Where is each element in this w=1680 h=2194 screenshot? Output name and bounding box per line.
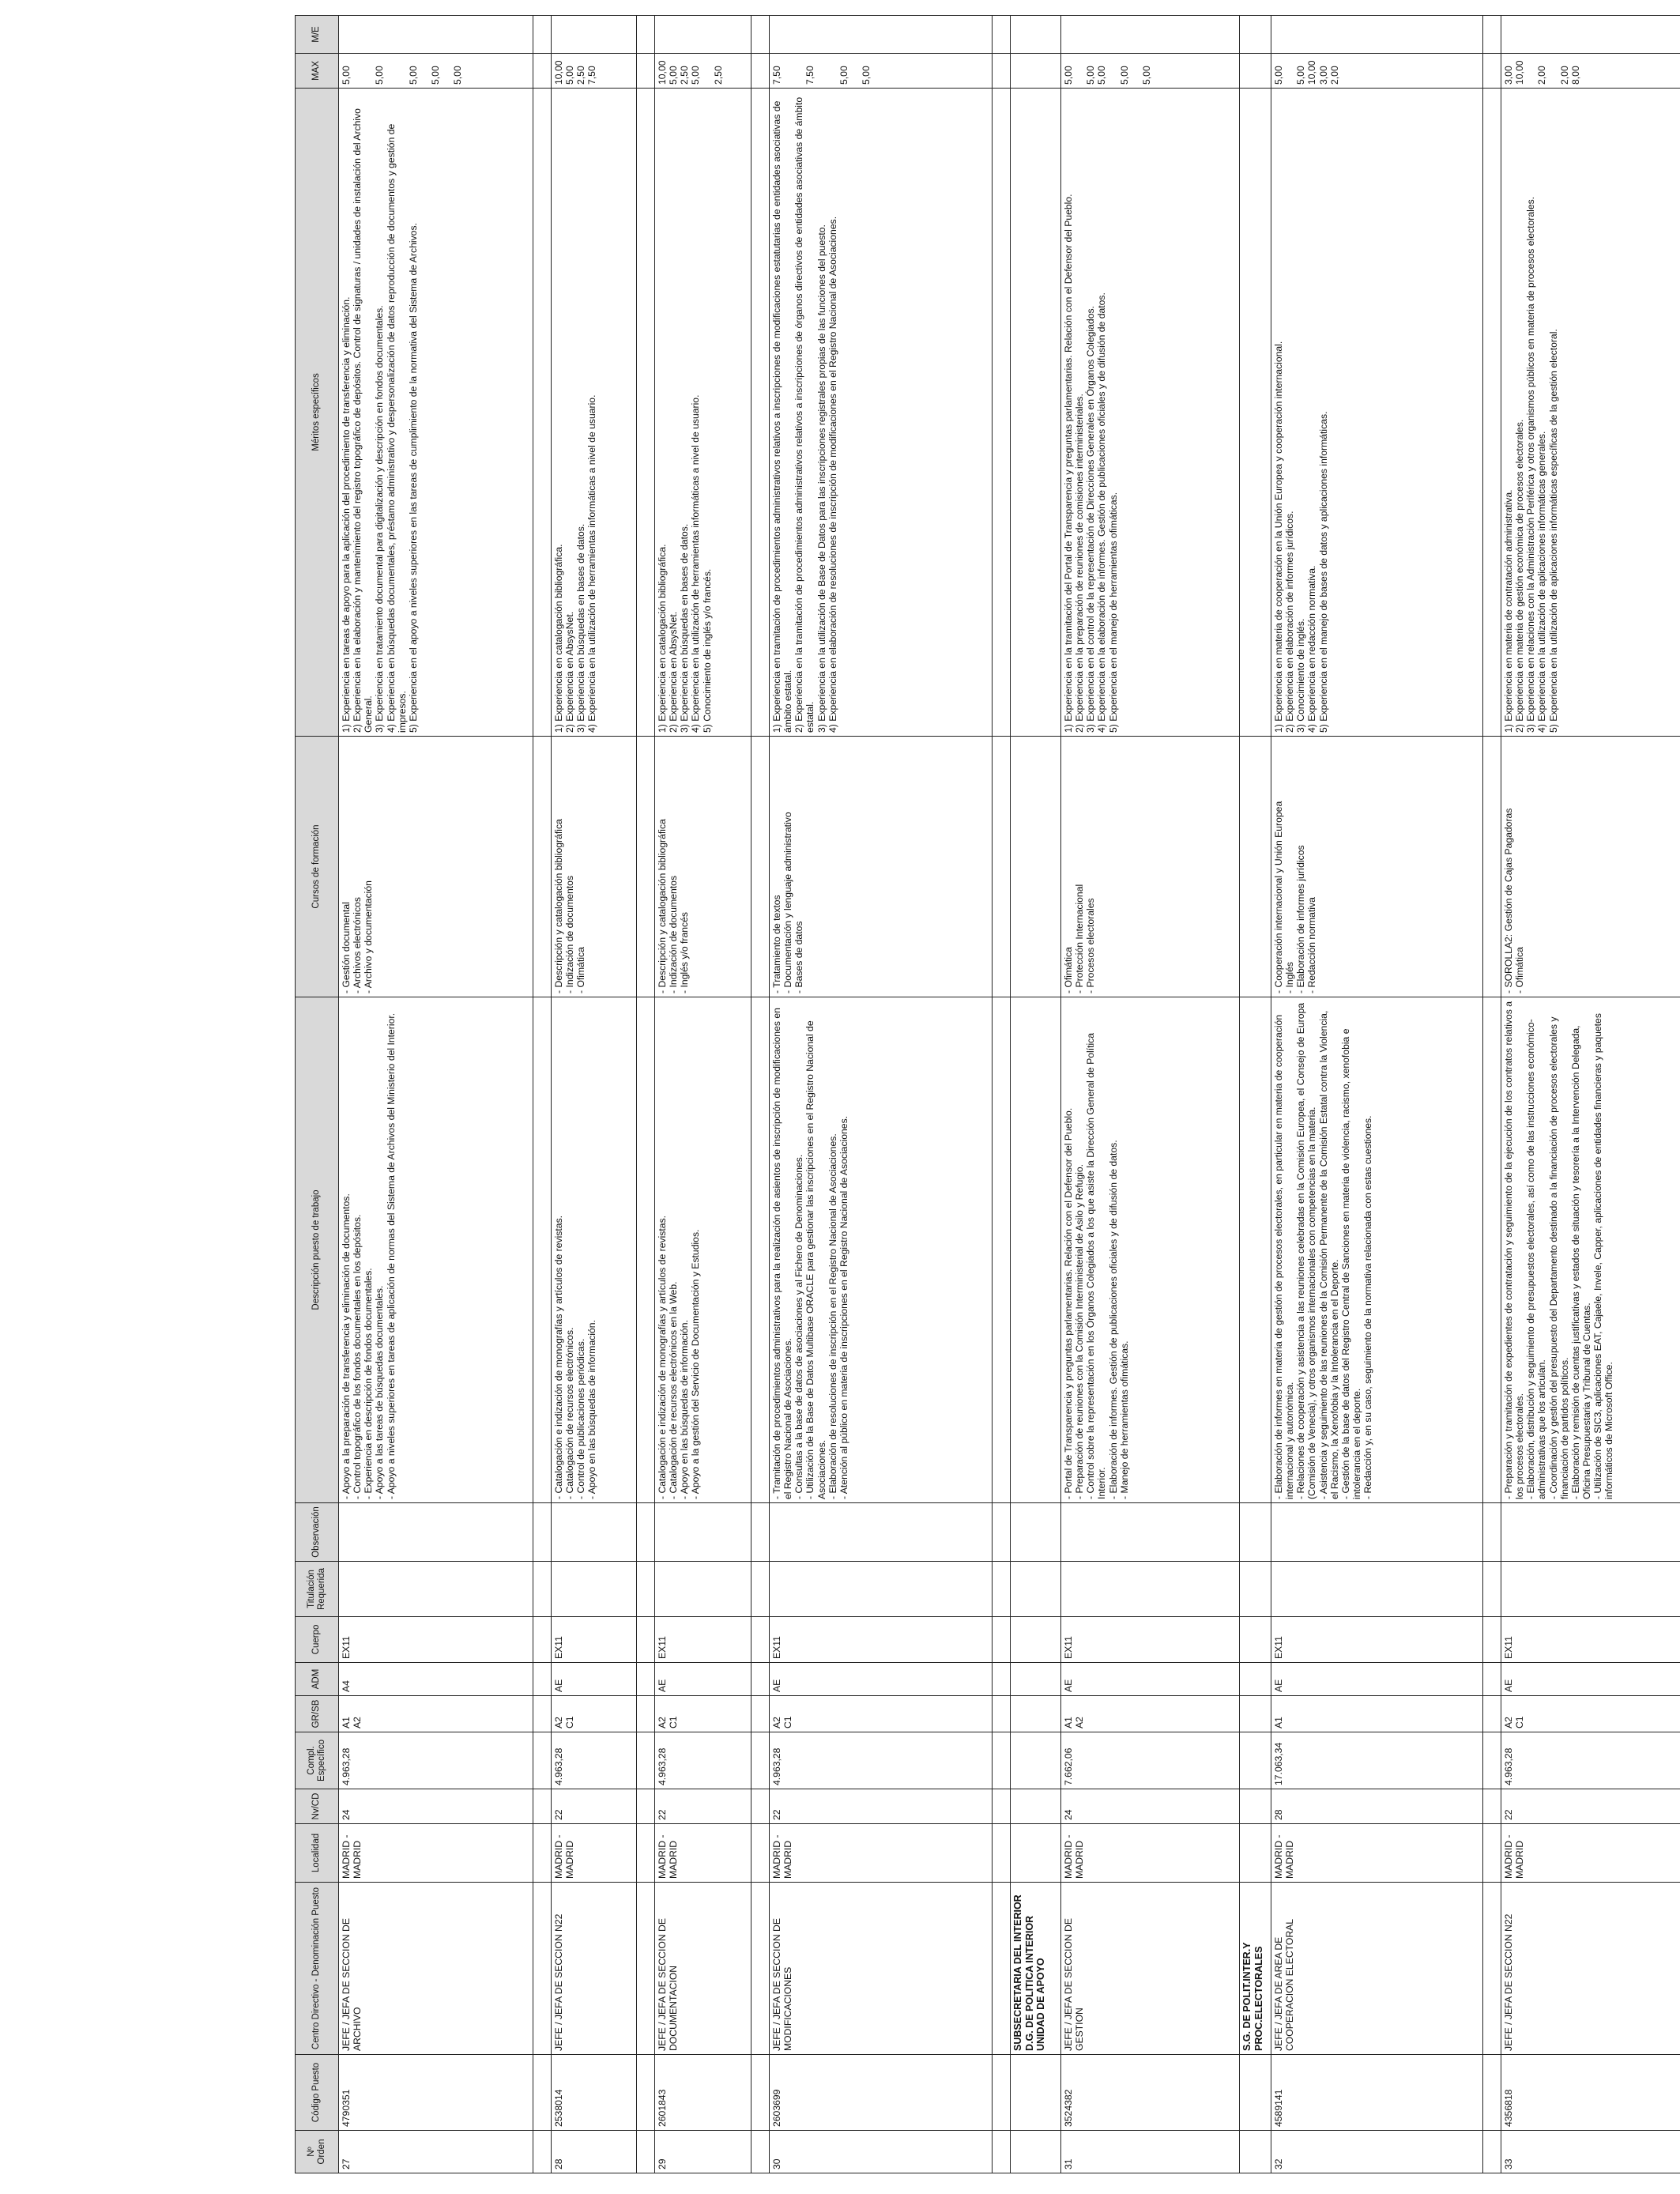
- spacer-cell: [533, 2131, 552, 2173]
- spacer-cell: [1483, 1732, 1501, 1789]
- cell-orden: 32: [1271, 2131, 1483, 2173]
- section-heading: S.G. DE POLIT.INTER.Y PROC.ELECTORALES: [1240, 1883, 1271, 2055]
- cell-adm: AE: [655, 1663, 751, 1696]
- section-cell: [1240, 1824, 1271, 1883]
- section-row: [1011, 16, 1061, 2173]
- spacer-cell: [533, 1883, 552, 2055]
- cell-centro: JEFE / JEFA DE SECCION DE ARCHIVO: [339, 1883, 533, 2055]
- cell-meritos: 1) Experiencia en catalogación bibliográfica. 2) Experiencia en AbsysNet. 3) Experiencia en búsquedas en bases de datos. 4) Experiencia en la utilización de herramientas informáticas a nivel de usuario. 5) Conocimiento de inglés y/o francés.: [655, 89, 751, 737]
- spacer-cell: [637, 1617, 655, 1663]
- spacer-cell: [533, 54, 552, 89]
- cell-compl: 17.063,34: [1271, 1732, 1483, 1789]
- spacer-cell: [993, 1696, 1011, 1732]
- cell-cursos: - Cooperación internacional y Unión Europea - Inglés - Elaboración de informes jurídicos - Redacción normativa: [1271, 737, 1483, 997]
- spacer-cell: [1483, 1617, 1501, 1663]
- cell-titulacion: [552, 1562, 637, 1617]
- cell-max: 5,00 5,00 5,00 5,00 5,00: [1061, 54, 1240, 89]
- cell-orden: 30: [770, 2131, 993, 2173]
- section-cell: [1011, 1824, 1061, 1883]
- positions-table: [295, 15, 1680, 2173]
- spacer-cell: [751, 1562, 770, 1617]
- cell-max: 10,00 5,00 2,50 5,00 2,50: [655, 54, 751, 89]
- cell-nvcd: 24: [339, 1789, 533, 1824]
- cell-max: 3,00 10,00 2,00 2,00 8,00: [1501, 54, 1680, 89]
- spacer-cell: [993, 54, 1011, 89]
- cell-nvcd: 22: [552, 1789, 637, 1824]
- header-centro: Centro Directivo - Denominación Puesto: [296, 1883, 339, 2055]
- cell-centro: JEFE / JEFA DE SECCION DE DOCUMENTACION: [655, 1883, 751, 2055]
- table-row: [339, 16, 533, 2173]
- spacer-cell: [533, 997, 552, 1503]
- spacer-cell: [993, 2055, 1011, 2131]
- cell-cuerpo: EX11: [655, 1617, 751, 1663]
- cell-orden: 33: [1501, 2131, 1680, 2173]
- header-cuerpo: Cuerpo: [296, 1617, 339, 1663]
- section-cell: [1240, 2131, 1271, 2173]
- cell-meritos: 1) Experiencia en catalogación bibliográfica. 2) Experiencia en AbsysNet. 3) Experiencia en búsquedas en bases de datos. 4) Experiencia en la utilización de herramientas informáticas a nivel de usuario.: [552, 89, 637, 737]
- spacer-cell: [637, 1663, 655, 1696]
- cell-cuerpo: EX11: [1061, 1617, 1240, 1663]
- cell-descripcion: - Catalogación e indización de monografías y artículos de revistas. - Catalogación de recursos electrónicos. - Control de publicaciones periódicas. - Apoyo en las búsquedas de información.: [552, 997, 637, 1503]
- section-cell: [1011, 1663, 1061, 1696]
- cell-grsb: A2 C1: [770, 1696, 993, 1732]
- section-cell: [1240, 2055, 1271, 2131]
- cell-titulacion: [339, 1562, 533, 1617]
- header-observ: Observación: [296, 1503, 339, 1562]
- spacer-cell: [637, 1824, 655, 1883]
- spacer-cell: [637, 54, 655, 89]
- table-row: [552, 16, 637, 2173]
- cell-me: [339, 16, 533, 54]
- cell-meritos: 1) Experiencia en tareas de apoyo para la aplicación del procedimiento de transferencia y eliminación. 2) Experiencia en la elaboración y mantenimiento del registro topográfico de depósitos. Control de signaturas / unidades de instalación del Archivo General. 3) Experiencia en tratamiento documental para digitalización y descripción en fondos documentales. 4) Experiencia en búsquedas documentales, préstamo administrativo y despersonalización de datos reproducción de documentos y gestión de impresos. 5) Experiencia en el apoyo a niveles superiores en las tareas de cumplimiento de la normativa del Sistema de Archivos.: [339, 89, 533, 737]
- table-row: [1501, 16, 1680, 2173]
- spacer-cell: [993, 1562, 1011, 1617]
- section-cell: [1011, 2055, 1061, 2131]
- section-cell: [1011, 997, 1061, 1503]
- spacer-cell: [637, 1503, 655, 1562]
- cell-me: [655, 16, 751, 54]
- section-cell: [1011, 54, 1061, 89]
- spacer-cell: [637, 16, 655, 54]
- section-cell: [1240, 1562, 1271, 1617]
- spacer-cell: [993, 1663, 1011, 1696]
- spacer-cell: [1483, 1789, 1501, 1824]
- spacer-cell: [751, 1503, 770, 1562]
- cell-adm: A4: [339, 1663, 533, 1696]
- cell-observ: [655, 1503, 751, 1562]
- spacer-cell: [637, 89, 655, 737]
- cell-me: [770, 16, 993, 54]
- spacer-cell: [1483, 997, 1501, 1503]
- cell-cuerpo: EX11: [770, 1617, 993, 1663]
- cell-centro: JEFE / JEFA DE SECCION DE MODIFICACIONES: [770, 1883, 993, 2055]
- spacer-cell: [533, 1617, 552, 1663]
- spacer-cell: [533, 1562, 552, 1617]
- cell-observ: [770, 1503, 993, 1562]
- table-row: [770, 16, 993, 2173]
- spacer-cell: [533, 1696, 552, 1732]
- header-titulacion: Titulación Requerida: [296, 1562, 339, 1617]
- cell-observ: [552, 1503, 637, 1562]
- cell-meritos: 1) Experiencia en materia de contratación administrativa. 2) Experiencia en materia de gestión económica de procesos electorales. 3) Experiencia en relaciones con la Administración Periférica y otros organismos públicos en materia de procesos electorales. 4) Experiencia en la utilización de aplicaciones informáticas generales. 5) Experiencia en la utilización de aplicaciones informáticas específicas de la gestión electoral.: [1501, 89, 1680, 737]
- cell-nvcd: 22: [1501, 1789, 1680, 1824]
- section-cell: [1011, 1696, 1061, 1732]
- spacer-row: [637, 16, 655, 2173]
- spacer-cell: [533, 1732, 552, 1789]
- cell-adm: AE: [770, 1663, 993, 1696]
- cell-adm: AE: [552, 1663, 637, 1696]
- section-cell: [1240, 737, 1271, 997]
- spacer-cell: [1483, 1696, 1501, 1732]
- spacer-cell: [993, 1503, 1011, 1562]
- spacer-cell: [637, 2055, 655, 2131]
- spacer-cell: [1483, 1503, 1501, 1562]
- cell-cursos: - SOROLLA2: Gestión de Cajas Pagadoras - Ofimática: [1501, 737, 1680, 997]
- header-adm: ADM: [296, 1663, 339, 1696]
- cell-adm: AE: [1061, 1663, 1240, 1696]
- spacer-cell: [751, 54, 770, 89]
- cell-titulacion: [770, 1562, 993, 1617]
- section-cell: [1011, 1732, 1061, 1789]
- cell-compl: 4.963,28: [552, 1732, 637, 1789]
- spacer-cell: [993, 89, 1011, 737]
- spacer-cell: [1483, 1883, 1501, 2055]
- header-compl: Compl. Específico: [296, 1732, 339, 1789]
- header-localidad: Localidad: [296, 1824, 339, 1883]
- spacer-cell: [751, 1883, 770, 2055]
- cell-codigo: 4589141: [1271, 2055, 1483, 2131]
- cell-compl: 7.662,06: [1061, 1732, 1240, 1789]
- cell-meritos: 1) Experiencia en la tramitación del Portal de Transparencia y preguntas parlamentarias. Relación con el Defensor del Pueblo. 2) Experiencia en la preparación de reuniones de comisiones interministeriales. 3) Experiencia en el control de la representación de Direcciones Generales en Órganos Colegiados. 4) Experiencia en la elaboración de informes. Gestión de publicaciones oficiales y de difusión de datos. 5) Experiencia en el manejo de herramientas ofimáticas.: [1061, 89, 1240, 737]
- spacer-cell: [751, 737, 770, 997]
- spacer-cell: [1483, 2055, 1501, 2131]
- spacer-row: [1483, 16, 1501, 2173]
- spacer-cell: [637, 1789, 655, 1824]
- spacer-cell: [993, 997, 1011, 1503]
- cell-compl: 4.963,28: [1501, 1732, 1680, 1789]
- cell-orden: 27: [339, 2131, 533, 2173]
- cell-titulacion: [1271, 1562, 1483, 1617]
- spacer-cell: [637, 2131, 655, 2173]
- section-cell: [1240, 1503, 1271, 1562]
- table-row: [1061, 16, 1240, 2173]
- cell-orden: 28: [552, 2131, 637, 2173]
- spacer-cell: [533, 1503, 552, 1562]
- cell-cuerpo: EX11: [1501, 1617, 1680, 1663]
- cell-max: 10,00 5,00 2,50 7,50: [552, 54, 637, 89]
- cell-cuerpo: EX11: [1271, 1617, 1483, 1663]
- cell-codigo: 4790351: [339, 2055, 533, 2131]
- spacer-cell: [751, 2055, 770, 2131]
- table-row: [655, 16, 751, 2173]
- cell-observ: [339, 1503, 533, 1562]
- section-cell: [1011, 1562, 1061, 1617]
- spacer-cell: [751, 89, 770, 737]
- spacer-cell: [1483, 1562, 1501, 1617]
- spacer-cell: [751, 16, 770, 54]
- header-nvcd: Nv/CD: [296, 1789, 339, 1824]
- spacer-cell: [993, 16, 1011, 54]
- header-me: M/E: [296, 16, 339, 54]
- section-cell: [1011, 2131, 1061, 2173]
- cell-localidad: MADRID - MADRID: [770, 1824, 993, 1883]
- cell-codigo: 2603699: [770, 2055, 993, 2131]
- cell-descripcion: - Portal de Transparencia y preguntas parlamentarias. Relación con el Defensor del Pueblo. - Preparación de reuniones con la Comisión Interministerial de Asilo y Refugio. - Control sobre la representación en los Órganos Colegiados a los que asiste la Dirección General de Política Interior. - Elaboración de informes. Gestión de publicaciones oficiales y de difusión de datos. - Manejo de herramientas ofimáticas.: [1061, 997, 1240, 1503]
- section-cell: [1240, 16, 1271, 54]
- header-descripcion: Descripción puesto de trabajo: [296, 997, 339, 1503]
- cell-cursos: - Gestión documental - Archivos electrónicos - Archivo y documentación: [339, 737, 533, 997]
- cell-max: 5,00 5,00 5,00 5,00 5,00: [339, 54, 533, 89]
- cell-centro: JEFE / JEFA DE SECCION N22: [1501, 1883, 1680, 2055]
- cell-descripcion: - Preparación y tramitación de expedientes de contratación y seguimiento de la ejecución de los contratos relativos a los procesos electorales. - Elaboración, distribución y seguimiento de presupuestos electorales, así como de las instrucciones económico-administrativas que los articulan. - Coordinación y gestión del presupuesto del Departamento destinado a la financiación de procesos electorales y financiación de partidos políticos. - Elaboración y remisión de cuentas justificativas y estados de situación y tesorería a la Intervención Delegada, Oficina Presupuestaria y Tribunal de Cuentas. - Utilización de SIC3, aplicaciones EAT, Cajaele, Invele, Capper, aplicaciones de entidades financieras y paquetes informáticos de Microsoft Office.: [1501, 997, 1680, 1503]
- cell-descripcion: - Tramitación de procedimientos administrativos para la realización de asientos de inscripción de modificaciones en el Registro Nacional de Asociaciones. - Consultas a la base de datos de asociaciones y al Fichero de Denominaciones. - Utilización de la Base de Datos Multibase ORACLE para gestionar las inscripciones en el Registro Nacional de Asociaciones. - Elaboración de resoluciones de inscripción en el Registro Nacional de Asociaciones. - Atención al público en materia de inscripciones en el Registro Nacional de Asociaciones.: [770, 997, 993, 1503]
- spacer-cell: [1483, 1663, 1501, 1696]
- header-orden: Nº Orden: [296, 2131, 339, 2173]
- spacer-cell: [751, 1617, 770, 1663]
- cell-cuerpo: EX11: [339, 1617, 533, 1663]
- spacer-cell: [1483, 54, 1501, 89]
- section-cell: [1240, 1663, 1271, 1696]
- cell-meritos: 1) Experiencia en materia de cooperación en la Unión Europea y cooperación internacional. 2) Experiencia en elaboración de informes jurídicos. 3) Conocimiento de inglés. 4) Experiencia en redacción normativa. 5) Experiencia en el manejo de bases de datos y aplicaciones informáticas.: [1271, 89, 1483, 737]
- section-cell: [1240, 54, 1271, 89]
- cell-observ: [1501, 1503, 1680, 1562]
- spacer-cell: [993, 1789, 1011, 1824]
- cell-centro: JEFE / JEFA DE SECCION DE GESTION: [1061, 1883, 1240, 2055]
- section-cell: [1240, 89, 1271, 737]
- cell-codigo: 3524382: [1061, 2055, 1240, 2131]
- cell-centro: JEFE / JEFA DE AREA DE COOPERACION ELECTORAL: [1271, 1883, 1483, 2055]
- table-row: [1271, 16, 1483, 2173]
- section-cell: [1011, 1503, 1061, 1562]
- spacer-cell: [751, 1696, 770, 1732]
- cell-me: [1271, 16, 1483, 54]
- cell-localidad: MADRID - MADRID: [655, 1824, 751, 1883]
- cell-descripcion: - Apoyo a la preparación de transferencia y eliminación de documentos. - Control topográfico de los fondos documentales en los depósitos. - Experiencia en descripción de fondos documentales. - Apoyo a las tareas de búsquedas documentales. - Apoyo a niveles superiores en tareas de aplicación de normas del Sistema de Archivos del Ministerio del Interior.: [339, 997, 533, 1503]
- spacer-cell: [637, 1562, 655, 1617]
- cell-nvcd: 22: [770, 1789, 993, 1824]
- cell-descripcion: - Catalogación e indización de monografías y artículos de revistas. - Catalogación de recursos electrónicos en la Web. - Apoyo en las búsquedas de información. - Apoyo a la gestión del Servicio de Documentación y Estudios.: [655, 997, 751, 1503]
- spacer-cell: [993, 1617, 1011, 1663]
- cell-grsb: A1 A2: [339, 1696, 533, 1732]
- cell-cursos: - Descripción y catalogación bibliográfica - Indización de documentos - Ofimática: [552, 737, 637, 997]
- section-cell: [1240, 997, 1271, 1503]
- spacer-cell: [1483, 2131, 1501, 2173]
- cell-compl: 4.963,28: [655, 1732, 751, 1789]
- spacer-cell: [1483, 89, 1501, 737]
- cell-meritos: 1) Experiencia en tramitación de procedimientos administrativos relativos a inscripciones de modificaciones estatutarias de entidades asociativas de ámbito estatal. 2) Experiencia en la tramitación de procedimientos administrativos relativos a inscripciones de órganos directivos de entidades asociativas de ámbito estatal. 3) Experiencia en la utilización de Base de Datos para las inscripciones registrales propias de las funciones del puesto. 4) Experiencia en elaboración de resoluciones de inscripción de modificaciones en el Registro Nacional de Asociaciones.: [770, 89, 993, 737]
- spacer-cell: [751, 2131, 770, 2173]
- cell-localidad: MADRID - MADRID: [1061, 1824, 1240, 1883]
- document-sheet: [295, 16, 1641, 2173]
- cell-me: [1061, 16, 1240, 54]
- cell-nvcd: 28: [1271, 1789, 1483, 1824]
- spacer-row: [993, 16, 1011, 2173]
- spacer-cell: [533, 1663, 552, 1696]
- spacer-cell: [637, 1883, 655, 2055]
- section-cell: [1240, 1696, 1271, 1732]
- spacer-cell: [1483, 1824, 1501, 1883]
- cell-cuerpo: EX11: [552, 1617, 637, 1663]
- cell-centro: JEFE / JEFA DE SECCION N22: [552, 1883, 637, 2055]
- cell-max: 5,00 5,00 10,00 3,00 2,00: [1271, 54, 1483, 89]
- cell-grsb: A2 C1: [1501, 1696, 1680, 1732]
- spacer-cell: [993, 1824, 1011, 1883]
- spacer-cell: [533, 737, 552, 997]
- spacer-cell: [533, 1824, 552, 1883]
- section-cell: [1240, 1789, 1271, 1824]
- cell-adm: AE: [1271, 1663, 1483, 1696]
- section-row: [1240, 16, 1271, 2173]
- spacer-cell: [533, 89, 552, 737]
- section-cell: [1011, 737, 1061, 997]
- section-cell: [1240, 1732, 1271, 1789]
- table-body: [339, 16, 1680, 2173]
- cell-localidad: MADRID - MADRID: [339, 1824, 533, 1883]
- cell-cursos: - Ofimática - Protección Internacional - Procesos electorales: [1061, 737, 1240, 997]
- spacer-cell: [993, 737, 1011, 997]
- cell-max: 7,50 7,50 5,00 5,00: [770, 54, 993, 89]
- section-cell: [1011, 1617, 1061, 1663]
- spacer-row: [751, 16, 770, 2173]
- cell-orden: 31: [1061, 2131, 1240, 2173]
- cell-titulacion: [1061, 1562, 1240, 1617]
- section-cell: [1011, 1789, 1061, 1824]
- cell-observ: [1271, 1503, 1483, 1562]
- spacer-cell: [1483, 737, 1501, 997]
- spacer-cell: [637, 1696, 655, 1732]
- header-meritos: Méritos específicos: [296, 89, 339, 737]
- cell-grsb: A1 A2: [1061, 1696, 1240, 1732]
- spacer-cell: [637, 997, 655, 1503]
- header-cursos: Cursos de formación: [296, 737, 339, 997]
- section-cell: [1011, 89, 1061, 737]
- cell-adm: AE: [1501, 1663, 1680, 1696]
- spacer-cell: [751, 1732, 770, 1789]
- spacer-cell: [751, 997, 770, 1503]
- section-cell: [1240, 1617, 1271, 1663]
- cell-localidad: MADRID - MADRID: [1271, 1824, 1483, 1883]
- header-max: MAX: [296, 54, 339, 89]
- cell-grsb: A1: [1271, 1696, 1483, 1732]
- spacer-cell: [751, 1824, 770, 1883]
- cell-nvcd: 22: [655, 1789, 751, 1824]
- cell-nvcd: 24: [1061, 1789, 1240, 1824]
- spacer-cell: [993, 1732, 1011, 1789]
- cell-me: [552, 16, 637, 54]
- cell-descripcion: - Elaboración de informes en materia de gestión de procesos electorales, en particular en materia de cooperación internacional y autonómica. - Relaciones de cooperación y asistencia a las reuniones celebradas en la Comisión Europea, el Consejo de Europa (Comisión de Venecia), y otros organismos internacionales con competencias en la materia. - Asistencia y seguimiento de las reuniones de la Comisión Permanente de la Comisión Estatal contra la Violencia, el Racismo, la Xenofobia y la Intolerancia en el Deporte. - Gestión de la base de datos del Registro Central de Sanciones en materia de violencia, racismo, xenofobia e intolerancia en el deporte. - Redacción y, en su caso, seguimiento de la normativa relacionada con estas cuestiones.: [1271, 997, 1483, 1503]
- spacer-cell: [637, 737, 655, 997]
- cell-cursos: - Descripción y catalogación bibliográfica - Indización de documentos - Inglés y/o francés: [655, 737, 751, 997]
- section-heading: SUBSECRETARIA DEL INTERIOR D.G. DE POLITICA INTERIOR UNIDAD DE APOYO: [1011, 1883, 1061, 2055]
- spacer-cell: [533, 1789, 552, 1824]
- cell-orden: 29: [655, 2131, 751, 2173]
- spacer-cell: [1483, 16, 1501, 54]
- header-row: [296, 16, 339, 2173]
- cell-grsb: A2 C1: [552, 1696, 637, 1732]
- cell-localidad: MADRID - MADRID: [552, 1824, 637, 1883]
- spacer-cell: [637, 1732, 655, 1789]
- spacer-cell: [751, 1663, 770, 1696]
- cell-cursos: - Tratamiento de textos - Documentación y lenguaje administrativo - Bases de datos: [770, 737, 993, 997]
- cell-codigo: 4356818: [1501, 2055, 1680, 2131]
- spacer-cell: [533, 16, 552, 54]
- spacer-cell: [993, 2131, 1011, 2173]
- section-cell: [1011, 16, 1061, 54]
- cell-codigo: 2601843: [655, 2055, 751, 2131]
- spacer-cell: [993, 1883, 1011, 2055]
- cell-localidad: MADRID - MADRID: [1501, 1824, 1680, 1883]
- cell-compl: 4.963,28: [339, 1732, 533, 1789]
- cell-titulacion: [655, 1562, 751, 1617]
- cell-me: [1501, 16, 1680, 54]
- cell-compl: 4.963,28: [770, 1732, 993, 1789]
- spacer-row: [533, 16, 552, 2173]
- cell-grsb: A2 C1: [655, 1696, 751, 1732]
- header-grsb: GR/SB: [296, 1696, 339, 1732]
- header-codigo: Código Puesto: [296, 2055, 339, 2131]
- cell-observ: [1061, 1503, 1240, 1562]
- spacer-cell: [533, 2055, 552, 2131]
- cell-titulacion: [1501, 1562, 1680, 1617]
- spacer-cell: [751, 1789, 770, 1824]
- cell-codigo: 2538014: [552, 2055, 637, 2131]
